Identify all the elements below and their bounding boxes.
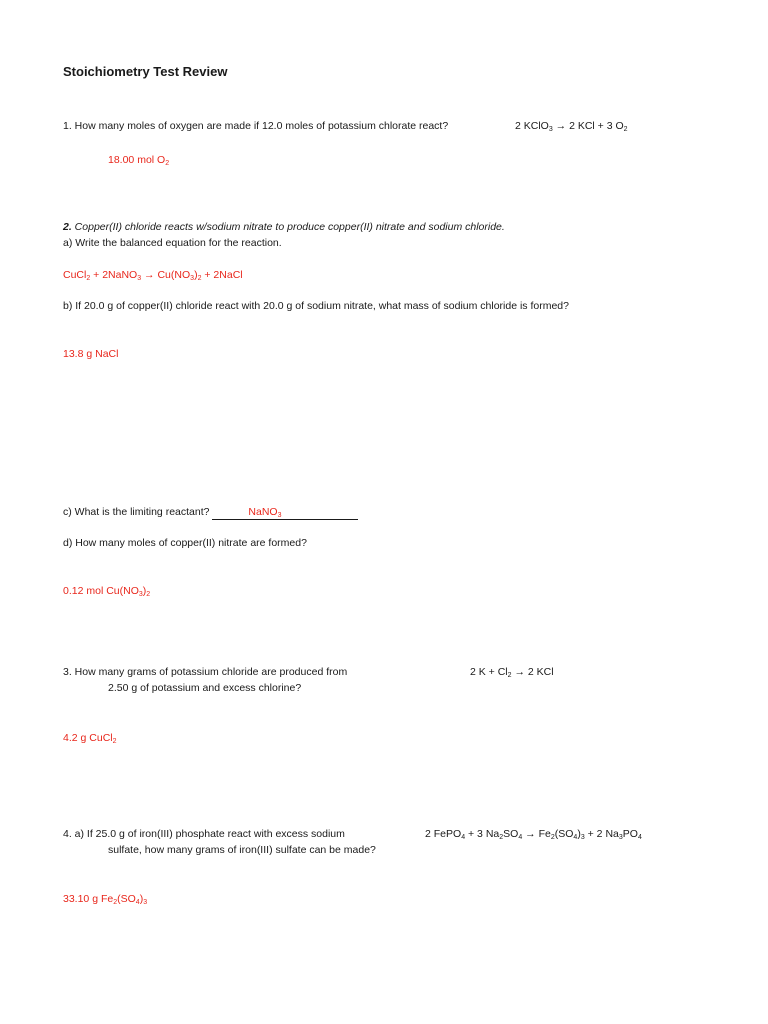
eq-part: (SO <box>554 828 574 840</box>
answer-part: → Cu(NO <box>141 269 191 281</box>
eq-sub: 3 <box>618 834 623 841</box>
answer-sub: 3 <box>143 899 148 906</box>
answer-part: + 2NaCl <box>201 269 243 281</box>
answer-sub: 2 <box>165 160 170 167</box>
answer-part: (SO <box>117 893 136 905</box>
eq-sub: 4 <box>573 834 578 841</box>
page-title: Stoichiometry Test Review <box>63 64 228 79</box>
limiting-reactant-answer <box>212 506 358 520</box>
eq-part: + 2 Na <box>584 828 619 840</box>
question-2c-label: c) What is the limiting reactant? <box>63 506 210 518</box>
answer-sub: 4 <box>135 899 140 906</box>
question-4-line-1: 4. a) If 25.0 g of iron(III) phosphate react with excess sodium <box>63 828 345 840</box>
question-2d-text: d) How many moles of copper(II) nitrate are formed? <box>63 537 307 549</box>
question-4-answer <box>63 893 147 906</box>
question-2b-answer: 13.8 g NaCl <box>63 348 119 360</box>
question-2c-text <box>63 506 358 520</box>
answer-sub: 3 <box>190 275 195 282</box>
eq-sub: 2 <box>507 672 512 679</box>
eq-sub: 2 <box>550 834 555 841</box>
question-4-line-2: sulfate, how many grams of iron(III) sulfate can be made? <box>108 844 376 856</box>
answer-part: ) <box>142 585 147 597</box>
eq-sub: 4 <box>461 834 466 841</box>
answer-part: 0.12 mol Cu(NO <box>63 585 139 597</box>
question-2-intro <box>63 221 505 234</box>
answer-sub: 3 <box>137 275 142 282</box>
answer-part: NaNO <box>248 506 278 518</box>
question-2-intro-text: Copper(II) chloride reacts w/sodium nitrate to produce copper(II) nitrate and sodium chloride. <box>71 221 505 233</box>
question-3-answer <box>63 732 117 745</box>
eq-sub: 3 <box>548 126 553 133</box>
question-2d-answer <box>63 585 150 598</box>
question-2a-answer <box>63 269 243 282</box>
answer-part: + 2NaNO <box>90 269 138 281</box>
question-2a-text: a) Write the balanced equation for the reaction. <box>63 237 282 249</box>
answer-sub: 3 <box>138 591 143 598</box>
answer-sub: 3 <box>277 512 282 519</box>
question-3-equation <box>470 666 554 679</box>
question-1-equation <box>515 120 628 133</box>
question-4-equation <box>425 828 642 841</box>
eq-part: 2 KClO <box>515 120 549 132</box>
eq-sub: 3 <box>580 834 585 841</box>
question-3-line-2: 2.50 g of potassium and excess chlorine? <box>108 682 302 694</box>
eq-part: → 2 KCl <box>511 666 554 678</box>
question-2-number: 2. <box>63 221 72 233</box>
answer-part: 18.00 mol O <box>108 154 166 166</box>
eq-sub: 4 <box>637 834 642 841</box>
answer-part: CuCl <box>63 269 87 281</box>
answer-sub: 2 <box>197 275 202 282</box>
question-1-text: 1. How many moles of oxygen are made if 12.0 moles of potassium chlorate react? <box>63 120 449 132</box>
answer-sub: 2 <box>146 591 151 598</box>
eq-part: PO <box>622 828 638 840</box>
answer-part: 33.10 g Fe <box>63 893 114 905</box>
answer-sub: 2 <box>112 738 117 745</box>
eq-sub: 2 <box>623 126 628 133</box>
question-3-line-1: 3. How many grams of potassium chloride are produced from <box>63 666 348 678</box>
eq-part: ) <box>577 828 581 840</box>
eq-part: + 3 Na <box>465 828 500 840</box>
answer-part: ) <box>139 893 144 905</box>
answer-sub: 2 <box>86 275 91 282</box>
eq-sub: 2 <box>499 834 504 841</box>
eq-part: 2 FePO <box>425 828 462 840</box>
eq-part: 2 K + Cl <box>470 666 508 678</box>
eq-sub: 4 <box>518 834 523 841</box>
eq-part: → Fe <box>522 828 551 840</box>
answer-part: ) <box>194 269 198 281</box>
answer-part: 4.2 g CuCl <box>63 732 113 744</box>
answer-sub: 2 <box>113 899 118 906</box>
question-2b-text: b) If 20.0 g of copper(II) chloride react with 20.0 g of sodium nitrate, what mass of sodium chloride is formed? <box>63 300 569 312</box>
question-1-answer <box>108 154 169 167</box>
eq-part: → 2 KCl + 3 O <box>552 120 624 132</box>
eq-part: SO <box>503 828 519 840</box>
